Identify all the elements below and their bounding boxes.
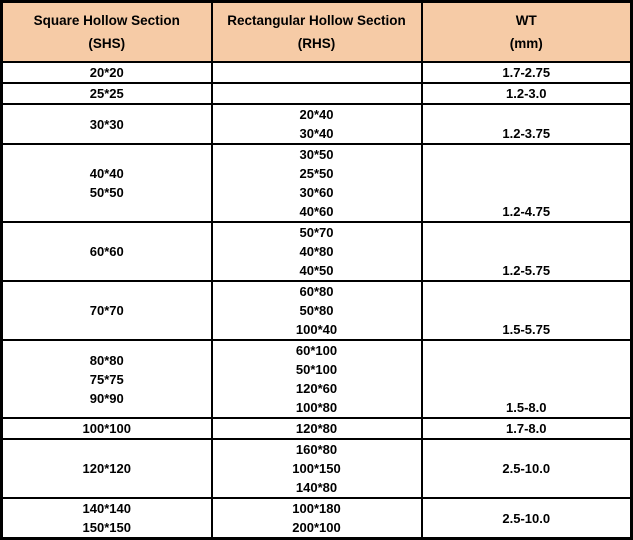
rhs-size-value: 50*70 bbox=[299, 225, 334, 240]
shs-size-value: 90*90 bbox=[89, 390, 124, 406]
shs-size-cell bbox=[2, 498, 212, 539]
wt-range-value: 1.7-2.75 bbox=[502, 65, 551, 80]
wt-range-cell bbox=[422, 281, 632, 340]
rhs-size-value: 100*180 bbox=[292, 501, 341, 516]
table-body bbox=[2, 62, 632, 539]
table-row bbox=[2, 83, 632, 104]
column-header-shs bbox=[2, 2, 212, 63]
shs-size-value: 150*150 bbox=[82, 520, 131, 535]
shs-size-value: 25*25 bbox=[89, 86, 124, 101]
rhs-size-value: 140*80 bbox=[295, 480, 338, 495]
rhs-size-cell bbox=[212, 418, 422, 439]
rhs-size-value: 100*150 bbox=[292, 461, 341, 476]
table-row bbox=[2, 62, 632, 83]
wt-range-cell bbox=[422, 418, 632, 439]
column-header-shs-abbr: (SHS) bbox=[88, 36, 126, 51]
rhs-size-value: 50*100 bbox=[295, 362, 338, 377]
rhs-size-value: 40*80 bbox=[299, 244, 334, 259]
table-row bbox=[2, 340, 632, 418]
shs-size-cell bbox=[2, 418, 212, 439]
wt-range-value: 1.2-5.75 bbox=[502, 263, 551, 278]
shs-size-value: 70*70 bbox=[89, 303, 124, 318]
column-header-rhs-title: Rectangular Hollow Section bbox=[227, 13, 406, 28]
rhs-size-cell bbox=[212, 498, 422, 539]
rhs-size-value: 100*80 bbox=[295, 400, 338, 415]
rhs-size-cell bbox=[212, 222, 422, 281]
wt-range-cell bbox=[422, 439, 632, 498]
rhs-empty-value bbox=[213, 84, 421, 103]
rhs-size-value: 40*50 bbox=[299, 263, 334, 278]
shs-size-cell bbox=[2, 83, 212, 104]
shs-size-value: 140*140 bbox=[82, 501, 131, 516]
shs-size-value: 20*20 bbox=[89, 65, 124, 80]
rhs-size-value: 160*80 bbox=[295, 442, 338, 457]
wt-range-value: 1.7-8.0 bbox=[506, 421, 547, 436]
shs-size-value: 100*100 bbox=[82, 421, 131, 436]
table-row bbox=[2, 222, 632, 281]
table-row bbox=[2, 281, 632, 340]
rhs-size-value: 50*80 bbox=[299, 303, 334, 318]
column-header-rhs bbox=[212, 2, 422, 63]
rhs-size-cell bbox=[212, 83, 422, 104]
table-row bbox=[2, 144, 632, 222]
rhs-size-value: 100*40 bbox=[295, 322, 338, 337]
column-header-wt-unit: (mm) bbox=[509, 36, 543, 51]
rhs-size-cell bbox=[212, 62, 422, 83]
table-row bbox=[2, 418, 632, 439]
column-header-wt-title: WT bbox=[515, 13, 537, 28]
rhs-size-value: 200*100 bbox=[292, 520, 341, 535]
rhs-empty-value bbox=[213, 63, 421, 82]
rhs-size-cell bbox=[212, 281, 422, 340]
rhs-size-cell bbox=[212, 439, 422, 498]
shs-size-value: 60*60 bbox=[89, 244, 124, 259]
wt-range-cell bbox=[422, 498, 632, 539]
shs-size-value: 75*75 bbox=[89, 371, 124, 387]
table-header bbox=[2, 2, 632, 63]
wt-range-value: 1.2-3.0 bbox=[506, 86, 547, 101]
table-row bbox=[2, 104, 632, 144]
rhs-size-value: 20*40 bbox=[299, 107, 334, 122]
rhs-size-value: 120*60 bbox=[295, 381, 338, 396]
shs-size-cell bbox=[2, 439, 212, 498]
table-row bbox=[2, 498, 632, 539]
header-row bbox=[2, 2, 632, 63]
rhs-size-cell bbox=[212, 144, 422, 222]
wt-range-value: 1.5-5.75 bbox=[502, 322, 551, 337]
shs-size-cell bbox=[2, 281, 212, 340]
wt-range-value: 1.2-4.75 bbox=[502, 204, 551, 219]
wt-range-value: 1.2-3.75 bbox=[502, 126, 551, 141]
rhs-size-cell bbox=[212, 340, 422, 418]
rhs-size-value: 60*100 bbox=[295, 343, 338, 358]
wt-range-cell bbox=[422, 104, 632, 144]
rhs-size-value: 30*40 bbox=[299, 126, 334, 141]
shs-size-cell bbox=[2, 62, 212, 83]
rhs-size-value: 120*80 bbox=[295, 421, 338, 436]
shs-size-cell bbox=[2, 340, 212, 418]
rhs-size-value: 30*50 bbox=[299, 147, 334, 162]
wt-range-cell bbox=[422, 222, 632, 281]
shs-size-value: 80*80 bbox=[89, 352, 124, 368]
wt-range-cell bbox=[422, 144, 632, 222]
shs-size-value: 50*50 bbox=[89, 185, 124, 200]
rhs-size-value: 25*50 bbox=[299, 166, 334, 181]
rhs-size-value: 60*80 bbox=[299, 284, 334, 299]
rhs-size-cell bbox=[212, 104, 422, 144]
wt-range-cell bbox=[422, 62, 632, 83]
wt-range-cell bbox=[422, 340, 632, 418]
shs-size-value: 30*30 bbox=[89, 116, 124, 132]
shs-size-value: 120*120 bbox=[82, 461, 131, 476]
column-header-shs-title: Square Hollow Section bbox=[33, 13, 180, 28]
wt-range-value: 2.5-10.0 bbox=[502, 461, 551, 476]
column-header-wt bbox=[422, 2, 632, 63]
table-row bbox=[2, 439, 632, 498]
shs-size-cell bbox=[2, 222, 212, 281]
wt-range-value: 2.5-10.0 bbox=[502, 510, 551, 526]
rhs-size-value: 40*60 bbox=[299, 204, 334, 219]
wt-range-cell bbox=[422, 83, 632, 104]
wt-range-value: 1.5-8.0 bbox=[506, 400, 547, 415]
shs-size-cell bbox=[2, 144, 212, 222]
shs-size-value: 40*40 bbox=[89, 166, 124, 181]
rhs-size-value: 30*60 bbox=[299, 185, 334, 200]
shs-size-cell bbox=[2, 104, 212, 144]
column-header-rhs-abbr: (RHS) bbox=[297, 36, 336, 51]
